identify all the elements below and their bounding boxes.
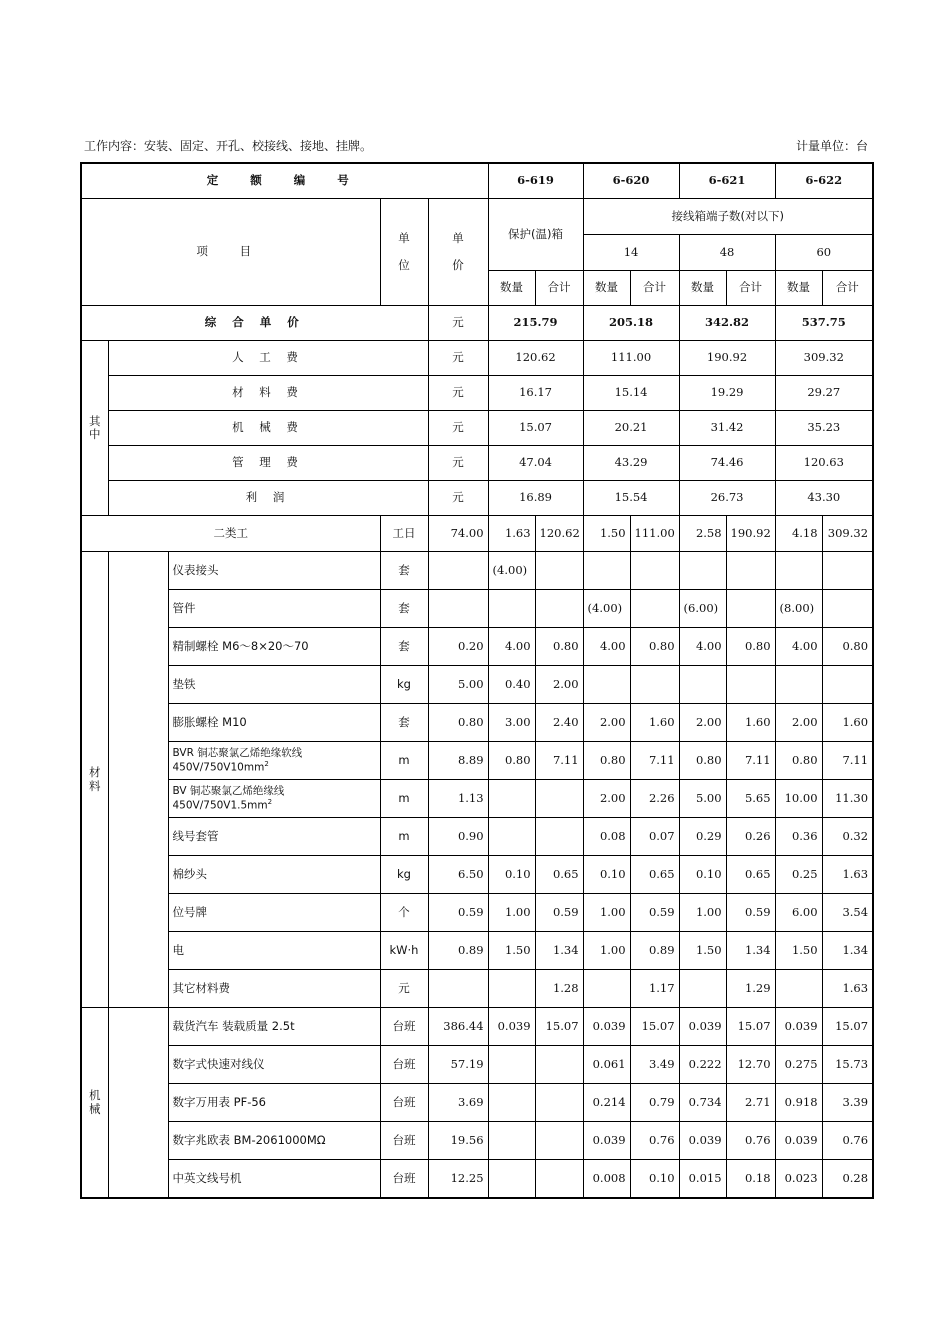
cost-item-value: 31.42	[679, 411, 775, 446]
table-row	[81, 590, 873, 628]
table-row	[81, 1084, 873, 1122]
material-name: 仪表接头	[168, 552, 380, 590]
cost-item-name: 利 润	[108, 481, 428, 516]
material-cell	[535, 552, 583, 590]
cost-item-name: 机 械 费	[108, 411, 428, 446]
machine-name: 数字兆欧表 BM-2061000MΩ	[168, 1122, 380, 1160]
machine-unit: 台班	[380, 1008, 428, 1046]
material-cell: 2.40	[535, 704, 583, 742]
cost-item-value: 309.32	[775, 341, 873, 376]
material-cell	[630, 590, 679, 628]
machine-cell	[488, 1084, 535, 1122]
machine-cell: 0.10	[630, 1160, 679, 1199]
material-cell: 2.26	[630, 780, 679, 818]
machine-cell: 0.275	[775, 1046, 822, 1084]
material-cell: 7.11	[535, 742, 583, 780]
material-unit: kg	[380, 856, 428, 894]
cost-item-value: 19.29	[679, 376, 775, 411]
material-name: 位号牌	[168, 894, 380, 932]
material-price: 0.89	[428, 932, 488, 970]
material-cell: 1.00	[679, 894, 726, 932]
material-cell: 0.40	[488, 666, 535, 704]
composite-price-value: 537.75	[775, 306, 873, 341]
material-cell: 2.00	[679, 704, 726, 742]
machine-unit: 台班	[380, 1160, 428, 1199]
quota-table	[80, 162, 874, 1199]
cost-item-value: 43.29	[583, 446, 679, 481]
table-row	[81, 818, 873, 856]
material-cell: 1.60	[630, 704, 679, 742]
material-price: 6.50	[428, 856, 488, 894]
material-unit: kg	[380, 666, 428, 704]
cost-item-value: 47.04	[488, 446, 583, 481]
qty-header: 数量	[679, 271, 726, 306]
machine-cell: 0.28	[822, 1160, 873, 1199]
total-header: 合计	[822, 271, 873, 306]
total-header: 合计	[726, 271, 775, 306]
terminal-count: 48	[679, 235, 775, 271]
table-row	[81, 742, 873, 780]
work-content: 工作内容：安装、固定、开孔、校接线、接地、挂牌。	[84, 139, 373, 153]
labor-price: 74.00	[428, 516, 488, 552]
material-cell: 1.50	[488, 932, 535, 970]
material-cell: 1.29	[726, 970, 775, 1008]
material-cell: 0.65	[630, 856, 679, 894]
labor-name: 二类工	[81, 516, 380, 552]
labor-cell: 120.62	[535, 516, 583, 552]
material-cell: 0.25	[775, 856, 822, 894]
machine-cell: 0.039	[775, 1122, 822, 1160]
material-cell: (4.00)	[583, 590, 630, 628]
material-price: 8.89	[428, 742, 488, 780]
machine-cell: 0.79	[630, 1084, 679, 1122]
material-cell: 1.63	[822, 856, 873, 894]
material-cell: 1.34	[822, 932, 873, 970]
material-cell	[822, 590, 873, 628]
material-cell: 6.00	[775, 894, 822, 932]
material-cell: 2.00	[535, 666, 583, 704]
material-cell	[488, 970, 535, 1008]
machine-cell: 15.07	[726, 1008, 775, 1046]
material-cell	[488, 590, 535, 628]
cost-item-value: 15.14	[583, 376, 679, 411]
material-price	[428, 552, 488, 590]
material-cell: 7.11	[822, 742, 873, 780]
composite-price-label: 综 合 单 价	[81, 306, 428, 341]
material-cell: 4.00	[488, 628, 535, 666]
material-unit: m	[380, 780, 428, 818]
materials-label: 材 料	[81, 552, 108, 1008]
material-cell: 1.50	[679, 932, 726, 970]
material-cell: 0.65	[726, 856, 775, 894]
machine-price: 19.56	[428, 1122, 488, 1160]
material-cell: 1.60	[726, 704, 775, 742]
machine-cell: 0.76	[726, 1122, 775, 1160]
material-cell: 1.34	[535, 932, 583, 970]
cost-item-value: 29.27	[775, 376, 873, 411]
machine-cell: 15.07	[630, 1008, 679, 1046]
material-cell	[775, 970, 822, 1008]
machine-name: 数字式快速对线仪	[168, 1046, 380, 1084]
machine-cell	[535, 1046, 583, 1084]
machine-cell: 15.73	[822, 1046, 873, 1084]
material-name: 垫铁	[168, 666, 380, 704]
table-row	[81, 1122, 873, 1160]
machine-cell: 0.039	[583, 1122, 630, 1160]
machine-price: 57.19	[428, 1046, 488, 1084]
cost-item-value: 43.30	[775, 481, 873, 516]
material-cell: 1.63	[822, 970, 873, 1008]
material-cell: 1.00	[583, 894, 630, 932]
material-cell: 0.07	[630, 818, 679, 856]
cost-item-value: 35.23	[775, 411, 873, 446]
machine-cell	[488, 1122, 535, 1160]
qty-header: 数量	[488, 271, 535, 306]
material-cell: 1.50	[775, 932, 822, 970]
material-unit: 套	[380, 704, 428, 742]
table-row	[81, 306, 873, 341]
material-unit: 个	[380, 894, 428, 932]
material-cell: 1.00	[583, 932, 630, 970]
material-cell	[488, 818, 535, 856]
material-cell: 4.00	[775, 628, 822, 666]
machine-cell: 0.039	[775, 1008, 822, 1046]
table-row	[81, 856, 873, 894]
material-cell	[775, 666, 822, 704]
quota-code: 6-622	[775, 163, 873, 199]
cost-item-unit: 元	[428, 481, 488, 516]
material-cell: 4.00	[583, 628, 630, 666]
labor-cell: 111.00	[630, 516, 679, 552]
machine-cell: 0.918	[775, 1084, 822, 1122]
machine-cell: 0.222	[679, 1046, 726, 1084]
machine-unit: 台班	[380, 1046, 428, 1084]
composite-price-value: 342.82	[679, 306, 775, 341]
material-unit: 套	[380, 590, 428, 628]
material-cell	[535, 818, 583, 856]
material-name: 膨胀螺栓 M10	[168, 704, 380, 742]
material-cell: 0.36	[775, 818, 822, 856]
material-cell: (6.00)	[679, 590, 726, 628]
material-cell: 7.11	[630, 742, 679, 780]
material-cell: 4.00	[679, 628, 726, 666]
machine-cell: 0.039	[679, 1008, 726, 1046]
material-name: 线号套管	[168, 818, 380, 856]
material-cell: (4.00)	[488, 552, 535, 590]
machine-cell: 0.061	[583, 1046, 630, 1084]
measurement-unit: 计量单位：台	[795, 139, 868, 153]
material-cell: 0.59	[535, 894, 583, 932]
table-row	[81, 446, 873, 481]
material-name: 其它材料费	[168, 970, 380, 1008]
table-row	[81, 1046, 873, 1084]
group-terminal-box: 接线箱端子数(对以下)	[583, 199, 873, 235]
table-row	[81, 780, 873, 818]
machine-cell: 0.18	[726, 1160, 775, 1199]
material-cell	[726, 552, 775, 590]
machine-cell	[535, 1160, 583, 1199]
table-row	[81, 932, 873, 970]
material-name: 电	[168, 932, 380, 970]
machine-cell: 15.07	[535, 1008, 583, 1046]
material-cell	[726, 666, 775, 704]
machine-cell: 0.039	[583, 1008, 630, 1046]
of-which-label: 其 中	[81, 341, 108, 516]
terminal-count: 14	[583, 235, 679, 271]
labor-cell: 1.63	[488, 516, 535, 552]
machine-cell: 12.70	[726, 1046, 775, 1084]
material-cell: 3.00	[488, 704, 535, 742]
material-cell	[535, 590, 583, 628]
machine-cell: 15.07	[822, 1008, 873, 1046]
machine-name: 载货汽车 装载质量 2.5t	[168, 1008, 380, 1046]
machine-cell	[535, 1122, 583, 1160]
material-cell: 7.11	[726, 742, 775, 780]
material-cell	[679, 970, 726, 1008]
material-cell: 0.10	[583, 856, 630, 894]
labor-cell: 2.58	[679, 516, 726, 552]
machine-name: 中英文线号机	[168, 1160, 380, 1199]
cost-item-value: 111.00	[583, 341, 679, 376]
quota-code: 6-620	[583, 163, 679, 199]
unit-header: 单 位	[380, 199, 428, 306]
material-cell: 0.10	[679, 856, 726, 894]
composite-price-value: 215.79	[488, 306, 583, 341]
material-cell: 10.00	[775, 780, 822, 818]
material-cell: 1.17	[630, 970, 679, 1008]
material-price: 0.80	[428, 704, 488, 742]
material-cell: 3.54	[822, 894, 873, 932]
table-row	[81, 894, 873, 932]
quota-code: 6-621	[679, 163, 775, 199]
table-row	[81, 1160, 873, 1199]
material-cell: 0.08	[583, 818, 630, 856]
material-cell	[488, 780, 535, 818]
composite-price-value: 205.18	[583, 306, 679, 341]
material-cell: 2.00	[583, 704, 630, 742]
cost-item-unit: 元	[428, 341, 488, 376]
machinery-spacer	[108, 1008, 168, 1199]
cost-item-value: 120.63	[775, 446, 873, 481]
cost-item-name: 材 料 费	[108, 376, 428, 411]
machine-cell: 0.734	[679, 1084, 726, 1122]
material-cell: 1.34	[726, 932, 775, 970]
cost-item-value: 74.46	[679, 446, 775, 481]
cost-item-value: 15.54	[583, 481, 679, 516]
composite-unit: 元	[428, 306, 488, 341]
table-row	[81, 341, 873, 376]
table-row	[81, 704, 873, 742]
material-price: 5.00	[428, 666, 488, 704]
price-header: 单 价	[428, 199, 488, 306]
cost-item-value: 16.17	[488, 376, 583, 411]
material-unit: 套	[380, 552, 428, 590]
material-cell	[679, 666, 726, 704]
machine-price: 3.69	[428, 1084, 488, 1122]
material-cell: 0.29	[679, 818, 726, 856]
material-cell: 0.80	[583, 742, 630, 780]
material-cell: 0.80	[726, 628, 775, 666]
material-cell: 0.80	[630, 628, 679, 666]
table-row	[81, 666, 873, 704]
table-row	[81, 516, 873, 552]
total-header: 合计	[535, 271, 583, 306]
material-cell: 5.65	[726, 780, 775, 818]
material-price: 0.59	[428, 894, 488, 932]
labor-cell: 309.32	[822, 516, 873, 552]
table-row	[81, 481, 873, 516]
material-unit: 元	[380, 970, 428, 1008]
material-cell	[630, 666, 679, 704]
table-row	[81, 628, 873, 666]
material-price	[428, 970, 488, 1008]
qty-header: 数量	[583, 271, 630, 306]
machine-cell	[535, 1084, 583, 1122]
qty-header: 数量	[775, 271, 822, 306]
labor-cell: 1.50	[583, 516, 630, 552]
material-cell: 2.00	[583, 780, 630, 818]
table-row	[81, 970, 873, 1008]
machine-cell: 0.039	[679, 1122, 726, 1160]
table-row	[81, 376, 873, 411]
material-cell: 0.89	[630, 932, 679, 970]
table-row	[81, 163, 873, 199]
quota-code-label: 定 额 编 号	[81, 163, 488, 199]
material-cell	[535, 780, 583, 818]
material-cell	[583, 666, 630, 704]
terminal-count: 60	[775, 235, 873, 271]
machine-price: 12.25	[428, 1160, 488, 1199]
material-name: 精制螺栓 M6～8×20～70	[168, 628, 380, 666]
table-row	[81, 1008, 873, 1046]
material-cell: 0.80	[679, 742, 726, 780]
table-row	[81, 552, 873, 590]
material-price: 1.13	[428, 780, 488, 818]
machine-price: 386.44	[428, 1008, 488, 1046]
machine-cell: 2.71	[726, 1084, 775, 1122]
material-cell: 0.59	[630, 894, 679, 932]
material-cell	[822, 666, 873, 704]
group-protect-box: 保护(温)箱	[488, 199, 583, 271]
quota-code: 6-619	[488, 163, 583, 199]
material-unit: m	[380, 742, 428, 780]
total-header: 合计	[630, 271, 679, 306]
material-cell	[583, 970, 630, 1008]
material-name: BVR 铜芯聚氯乙烯绝缘软线 $450V/750V10mm^2$	[168, 742, 380, 780]
materials-spacer	[108, 552, 168, 1008]
machine-cell: 0.76	[630, 1122, 679, 1160]
labor-unit: 工日	[380, 516, 428, 552]
material-price: 0.90	[428, 818, 488, 856]
machine-name: 数字万用表 PF-56	[168, 1084, 380, 1122]
machine-cell: 3.39	[822, 1084, 873, 1122]
cost-item-name: 管 理 费	[108, 446, 428, 481]
machine-cell: 0.214	[583, 1084, 630, 1122]
material-cell: 0.65	[535, 856, 583, 894]
material-cell: 0.32	[822, 818, 873, 856]
material-cell	[583, 552, 630, 590]
material-cell: 0.26	[726, 818, 775, 856]
material-cell: 0.59	[726, 894, 775, 932]
labor-cell: 190.92	[726, 516, 775, 552]
material-cell: (8.00)	[775, 590, 822, 628]
material-cell: 0.80	[775, 742, 822, 780]
material-cell: 0.80	[488, 742, 535, 780]
material-cell: 1.60	[822, 704, 873, 742]
material-cell: 5.00	[679, 780, 726, 818]
cost-item-value: 190.92	[679, 341, 775, 376]
cost-item-unit: 元	[428, 446, 488, 481]
material-cell: 11.30	[822, 780, 873, 818]
material-cell	[630, 552, 679, 590]
machine-unit: 台班	[380, 1122, 428, 1160]
material-cell	[726, 590, 775, 628]
table-row	[81, 199, 873, 235]
machinery-label: 机 械	[81, 1008, 108, 1199]
material-cell: 1.00	[488, 894, 535, 932]
machine-cell	[488, 1046, 535, 1084]
material-cell: 0.80	[535, 628, 583, 666]
material-cell: 0.80	[822, 628, 873, 666]
material-price	[428, 590, 488, 628]
cost-item-value: 26.73	[679, 481, 775, 516]
table-row	[81, 411, 873, 446]
cost-item-value: 20.21	[583, 411, 679, 446]
machine-cell	[488, 1160, 535, 1199]
machine-cell: 3.49	[630, 1046, 679, 1084]
cost-item-name: 人 工 费	[108, 341, 428, 376]
material-cell: 2.00	[775, 704, 822, 742]
material-cell	[775, 552, 822, 590]
machine-cell: 0.039	[488, 1008, 535, 1046]
material-cell: 0.10	[488, 856, 535, 894]
cost-item-unit: 元	[428, 376, 488, 411]
machine-unit: 台班	[380, 1084, 428, 1122]
machine-cell: 0.008	[583, 1160, 630, 1199]
cost-item-unit: 元	[428, 411, 488, 446]
cost-item-value: 16.89	[488, 481, 583, 516]
material-unit: m	[380, 818, 428, 856]
labor-cell: 4.18	[775, 516, 822, 552]
cost-item-value: 120.62	[488, 341, 583, 376]
material-name: BV 铜芯聚氯乙烯绝缘线 $450V/750V1.5mm^2$	[168, 780, 380, 818]
material-name: 管件	[168, 590, 380, 628]
material-cell	[822, 552, 873, 590]
machine-cell: 0.023	[775, 1160, 822, 1199]
cost-item-value: 15.07	[488, 411, 583, 446]
material-cell	[679, 552, 726, 590]
material-unit: kW·h	[380, 932, 428, 970]
material-cell: 1.28	[535, 970, 583, 1008]
item-header: 项 目	[81, 199, 380, 306]
machine-cell: 0.015	[679, 1160, 726, 1199]
machine-cell: 0.76	[822, 1122, 873, 1160]
material-unit: 套	[380, 628, 428, 666]
material-name: 棉纱头	[168, 856, 380, 894]
material-price: 0.20	[428, 628, 488, 666]
